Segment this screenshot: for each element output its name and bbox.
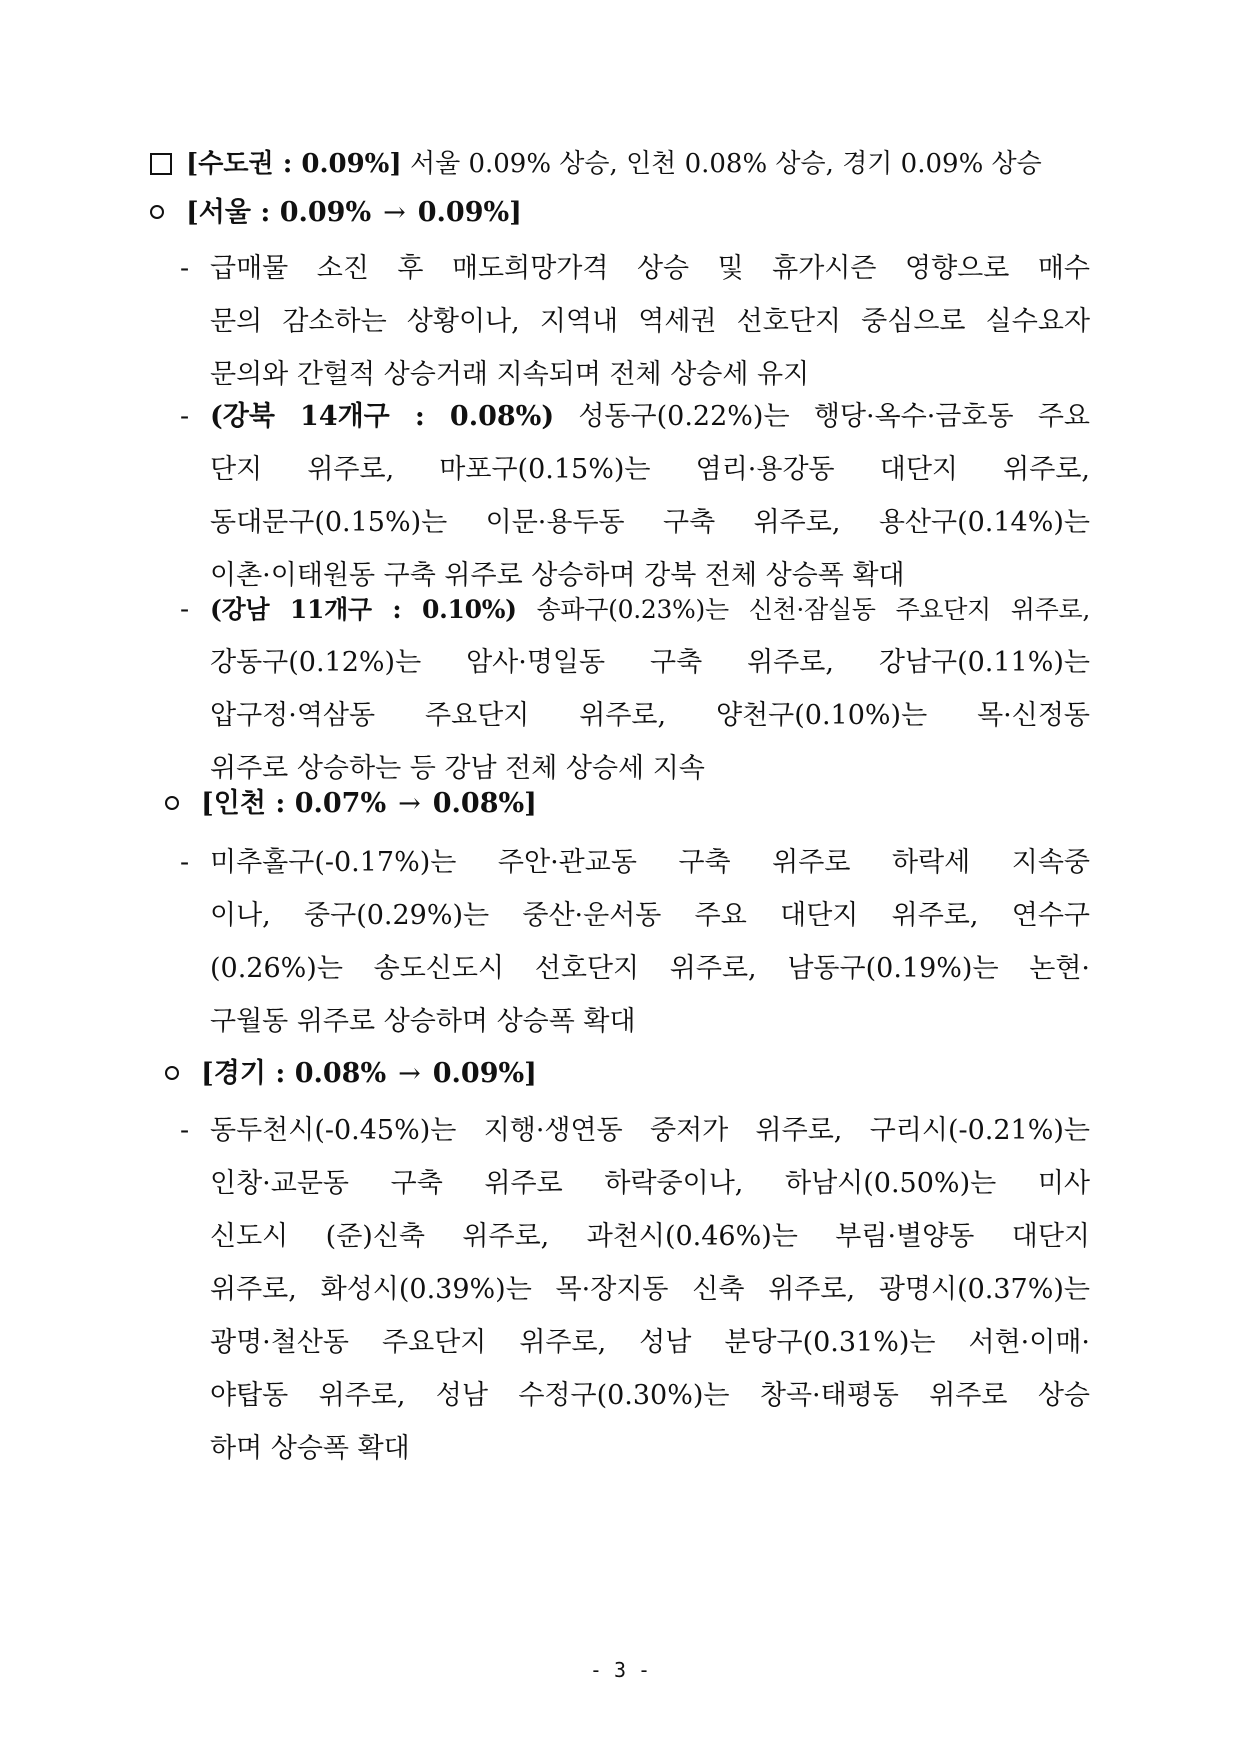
text-line: 위주로 상승하는 등 강남 전체 상승세 지속 — [210, 753, 705, 784]
heading-text: 서울 0.09% 상승, 인천 0.08% 상승, 경기 0.09% 상승 — [401, 149, 1042, 179]
gangbuk-first-line: 성동구(0.22%)는 행당·옥수·금호동 주요 — [554, 401, 1090, 432]
page-number: - 3 - — [589, 1658, 651, 1682]
text-line: 강동구(0.12%)는 암사·명일동 구축 위주로, 강남구(0.11%)는 — [210, 647, 1090, 678]
arrow-icon: → — [398, 788, 421, 819]
square-bullet-icon — [150, 153, 172, 175]
incheon-title-end: 0.08%] — [432, 788, 537, 819]
text-line: 문의와 간헐적 상승거래 지속되며 전체 상승세 유지 — [210, 359, 810, 390]
arrow-icon: → — [398, 1058, 421, 1089]
seoul-title-text: [서울 : 0.09% — [186, 197, 372, 228]
gangnam-label: (강남 11개구 : 0.10%) — [210, 595, 517, 624]
text-line: 이나, 중구(0.29%)는 중산·운서동 주요 대단지 위주로, 연수구 — [210, 900, 1090, 931]
gyeonggi-title — [165, 1052, 537, 1096]
text-line: 신도시 (준)신축 위주로, 과천시(0.46%)는 부림·별양동 대단지 — [210, 1221, 1090, 1252]
text-line: 야탑동 위주로, 성남 수정구(0.30%)는 창곡·태평동 위주로 상승 — [210, 1380, 1090, 1411]
section-heading — [150, 142, 1090, 186]
circle-bullet-icon — [165, 1066, 179, 1080]
seoul-paragraph-gangnam — [180, 583, 1090, 795]
arrow-icon: → — [383, 197, 406, 228]
text-line — [210, 583, 1090, 636]
seoul-title — [150, 191, 522, 235]
seoul-paragraph-1 — [180, 242, 1090, 401]
gyeonggi-paragraph — [180, 1104, 1090, 1475]
seoul-paragraph-gangbuk — [180, 390, 1090, 602]
text-line: 미추홀구(-0.17%)는 주안·관교동 구축 위주로 하락세 지속중 — [210, 847, 1090, 878]
text-line: 하며 상승폭 확대 — [210, 1433, 410, 1464]
text-line: 급매물 소진 후 매도희망가격 상승 및 휴가시즌 영향으로 매수 — [210, 253, 1090, 284]
text-line: 동두천시(-0.45%)는 지행·생연동 중저가 위주로, 구리시(-0.21%)는 — [210, 1115, 1090, 1146]
text-line: 동대문구(0.15%)는 이문·용두동 구축 위주로, 용산구(0.14%)는 — [210, 507, 1090, 538]
text-line: 문의 감소하는 상황이나, 지역내 역세권 선호단지 중심으로 실수요자 — [210, 306, 1090, 337]
dash-marker: - — [180, 847, 190, 878]
text-line: 이촌·이태원동 구축 위주로 상승하며 강북 전체 상승폭 확대 — [210, 560, 905, 591]
seoul-title-end: 0.09%] — [417, 197, 522, 228]
text-line: 위주로, 화성시(0.39%)는 목·장지동 신축 위주로, 광명시(0.37%)는 — [210, 1274, 1090, 1305]
text-line: 압구정·역삼동 주요단지 위주로, 양천구(0.10%)는 목·신정동 — [210, 700, 1090, 731]
dash-marker: - — [180, 594, 190, 625]
text-line: 단지 위주로, 마포구(0.15%)는 염리·용강동 대단지 위주로, — [210, 454, 1090, 485]
incheon-title-text: [인천 : 0.07% — [201, 788, 387, 819]
gyeonggi-title-end: 0.09%] — [432, 1058, 537, 1089]
gangbuk-label: (강북 14개구 : 0.08%) — [210, 401, 555, 432]
incheon-paragraph — [180, 836, 1090, 1048]
text-line: (0.26%)는 송도신도시 선호단지 위주로, 남동구(0.19%)는 논현· — [210, 953, 1090, 984]
circle-bullet-icon — [165, 796, 179, 810]
incheon-title — [165, 782, 537, 826]
dash-marker: - — [180, 1115, 190, 1146]
text-line: 인창·교문동 구축 위주로 하락중이나, 하남시(0.50%)는 미사 — [210, 1168, 1090, 1199]
dash-marker: - — [180, 401, 190, 432]
text-line — [210, 390, 1090, 443]
text-line: 구월동 위주로 상승하며 상승폭 확대 — [210, 1006, 636, 1037]
dash-marker: - — [180, 253, 190, 284]
gangnam-first-line: 송파구(0.23%)는 신천·잠실동 주요단지 위주로, — [516, 595, 1090, 624]
circle-bullet-icon — [150, 205, 164, 219]
gyeonggi-title-text: [경기 : 0.08% — [201, 1058, 387, 1089]
heading-label: [수도권 : 0.09%] — [186, 149, 402, 179]
text-line: 광명·철산동 주요단지 위주로, 성남 분당구(0.31%)는 서현·이매· — [210, 1327, 1090, 1358]
